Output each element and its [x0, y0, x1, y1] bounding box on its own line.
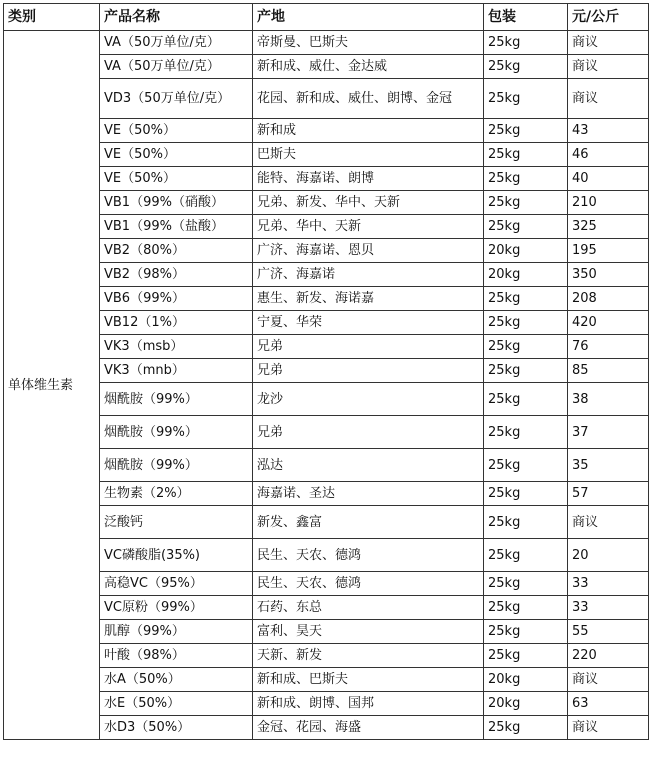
package-cell: 20kg [484, 668, 568, 692]
package-cell: 25kg [484, 79, 568, 119]
product-name-cell: 烟酰胺（99%） [100, 383, 253, 416]
table-row [4, 191, 649, 215]
table-body [4, 31, 649, 740]
product-name-cell: VB1（99%（盐酸） [100, 215, 253, 239]
origin-cell: 新和成、威仕、金达威 [253, 55, 484, 79]
table-row [4, 506, 649, 539]
table-row [4, 668, 649, 692]
origin-cell: 新和成 [253, 119, 484, 143]
package-cell: 25kg [484, 167, 568, 191]
price-cell: 20 [568, 539, 649, 572]
origin-cell: 新发、鑫富 [253, 506, 484, 539]
vitamin-price-table [3, 3, 649, 740]
product-name-cell: VE（50%） [100, 167, 253, 191]
price-cell: 208 [568, 287, 649, 311]
package-cell: 25kg [484, 143, 568, 167]
table-row [4, 167, 649, 191]
price-cell: 85 [568, 359, 649, 383]
price-cell: 220 [568, 644, 649, 668]
origin-cell: 石药、东总 [253, 596, 484, 620]
package-cell: 25kg [484, 506, 568, 539]
package-cell: 25kg [484, 449, 568, 482]
product-name-cell: VB2（98%） [100, 263, 253, 287]
price-cell: 37 [568, 416, 649, 449]
price-cell: 33 [568, 572, 649, 596]
origin-cell: 花园、新和成、威仕、朗博、金冠 [253, 79, 484, 119]
origin-cell: 能特、海嘉诺、朗博 [253, 167, 484, 191]
table-row [4, 239, 649, 263]
price-cell: 325 [568, 215, 649, 239]
table-row [4, 119, 649, 143]
package-cell: 20kg [484, 263, 568, 287]
origin-cell: 惠生、新发、海诺嘉 [253, 287, 484, 311]
package-cell: 25kg [484, 482, 568, 506]
package-cell: 25kg [484, 55, 568, 79]
table-row [4, 644, 649, 668]
header-row [4, 4, 649, 31]
price-cell: 商议 [568, 55, 649, 79]
price-cell: 43 [568, 119, 649, 143]
product-name-cell: 高稳VC（95%） [100, 572, 253, 596]
header-category: 类别 [4, 4, 100, 31]
origin-cell: 兄弟 [253, 359, 484, 383]
product-name-cell: VK3（mnb） [100, 359, 253, 383]
table-row [4, 572, 649, 596]
package-cell: 25kg [484, 215, 568, 239]
header-package: 包装 [484, 4, 568, 31]
header-price: 元/公斤 [568, 4, 649, 31]
table-row [4, 79, 649, 119]
package-cell: 25kg [484, 31, 568, 55]
product-name-cell: VC原粉（99%） [100, 596, 253, 620]
product-name-cell: 水D3（50%） [100, 716, 253, 740]
table-row [4, 482, 649, 506]
package-cell: 25kg [484, 596, 568, 620]
origin-cell: 兄弟 [253, 416, 484, 449]
price-cell: 420 [568, 311, 649, 335]
table-row [4, 215, 649, 239]
table-row [4, 449, 649, 482]
price-cell: 商议 [568, 668, 649, 692]
price-cell: 350 [568, 263, 649, 287]
category-cell: 单体维生素 [4, 31, 100, 740]
origin-cell: 金冠、花园、海盛 [253, 716, 484, 740]
package-cell: 25kg [484, 539, 568, 572]
package-cell: 20kg [484, 239, 568, 263]
table-row [4, 716, 649, 740]
origin-cell: 龙沙 [253, 383, 484, 416]
price-cell: 商议 [568, 506, 649, 539]
product-name-cell: VB1（99%（硝酸） [100, 191, 253, 215]
product-name-cell: 生物素（2%） [100, 482, 253, 506]
price-cell: 76 [568, 335, 649, 359]
table-row [4, 287, 649, 311]
package-cell: 25kg [484, 383, 568, 416]
table-row [4, 596, 649, 620]
price-cell: 46 [568, 143, 649, 167]
origin-cell: 泓达 [253, 449, 484, 482]
price-cell: 210 [568, 191, 649, 215]
price-cell: 55 [568, 620, 649, 644]
origin-cell: 宁夏、华荣 [253, 311, 484, 335]
origin-cell: 广济、海嘉诺 [253, 263, 484, 287]
product-name-cell: VK3（msb） [100, 335, 253, 359]
table-row [4, 416, 649, 449]
table-row [4, 263, 649, 287]
origin-cell: 海嘉诺、圣达 [253, 482, 484, 506]
price-cell: 57 [568, 482, 649, 506]
product-name-cell: 水A（50%） [100, 668, 253, 692]
table-row [4, 335, 649, 359]
product-name-cell: VD3（50万单位/克） [100, 79, 253, 119]
price-cell: 商议 [568, 79, 649, 119]
package-cell: 25kg [484, 416, 568, 449]
price-cell: 商议 [568, 716, 649, 740]
table-row [4, 359, 649, 383]
package-cell: 25kg [484, 287, 568, 311]
package-cell: 25kg [484, 335, 568, 359]
origin-cell: 帝斯曼、巴斯夫 [253, 31, 484, 55]
origin-cell: 新和成、巴斯夫 [253, 668, 484, 692]
table-row [4, 55, 649, 79]
product-name-cell: 水E（50%） [100, 692, 253, 716]
price-cell: 195 [568, 239, 649, 263]
package-cell: 20kg [484, 692, 568, 716]
package-cell: 25kg [484, 644, 568, 668]
product-name-cell: VE（50%） [100, 119, 253, 143]
origin-cell: 兄弟、华中、天新 [253, 215, 484, 239]
price-cell: 商议 [568, 31, 649, 55]
product-name-cell: VA（50万单位/克） [100, 55, 253, 79]
price-cell: 33 [568, 596, 649, 620]
origin-cell: 兄弟、新发、华中、天新 [253, 191, 484, 215]
product-name-cell: VB6（99%） [100, 287, 253, 311]
price-cell: 35 [568, 449, 649, 482]
package-cell: 25kg [484, 359, 568, 383]
package-cell: 25kg [484, 572, 568, 596]
origin-cell: 兄弟 [253, 335, 484, 359]
product-name-cell: 肌醇（99%） [100, 620, 253, 644]
origin-cell: 天新、新发 [253, 644, 484, 668]
product-name-cell: 烟酰胺（99%） [100, 416, 253, 449]
origin-cell: 新和成、朗博、国邦 [253, 692, 484, 716]
product-name-cell: 泛酸钙 [100, 506, 253, 539]
package-cell: 25kg [484, 716, 568, 740]
package-cell: 25kg [484, 191, 568, 215]
origin-cell: 民生、天农、德鸿 [253, 572, 484, 596]
table-row [4, 31, 649, 55]
product-name-cell: 烟酰胺（99%） [100, 449, 253, 482]
product-name-cell: VE（50%） [100, 143, 253, 167]
origin-cell: 富利、昊天 [253, 620, 484, 644]
package-cell: 25kg [484, 311, 568, 335]
price-cell: 63 [568, 692, 649, 716]
product-name-cell: VC磷酸脂(35%) [100, 539, 253, 572]
product-name-cell: VB12（1%） [100, 311, 253, 335]
origin-cell: 巴斯夫 [253, 143, 484, 167]
price-cell: 40 [568, 167, 649, 191]
origin-cell: 广济、海嘉诺、恩贝 [253, 239, 484, 263]
header-product-name: 产品名称 [100, 4, 253, 31]
price-cell: 38 [568, 383, 649, 416]
table-row [4, 143, 649, 167]
table-row [4, 620, 649, 644]
product-name-cell: VB2（80%） [100, 239, 253, 263]
table-row [4, 311, 649, 335]
product-name-cell: VA（50万单位/克） [100, 31, 253, 55]
table-row [4, 539, 649, 572]
table-row [4, 692, 649, 716]
product-name-cell: 叶酸（98%） [100, 644, 253, 668]
origin-cell: 民生、天农、德鸿 [253, 539, 484, 572]
package-cell: 25kg [484, 119, 568, 143]
table-row [4, 383, 649, 416]
header-origin: 产地 [253, 4, 484, 31]
package-cell: 25kg [484, 620, 568, 644]
